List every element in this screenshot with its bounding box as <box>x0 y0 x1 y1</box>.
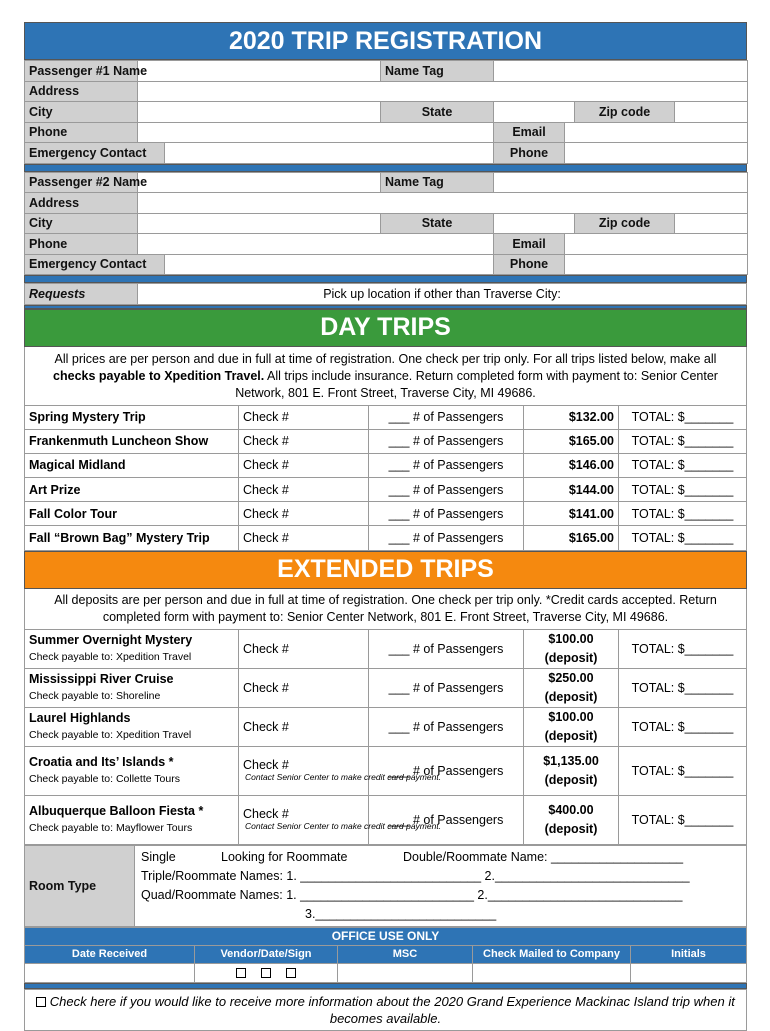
check-number-field[interactable]: Check # <box>239 478 369 502</box>
passenger1-address-field[interactable] <box>138 81 748 102</box>
trip-info <box>25 707 239 746</box>
office-col-vendor: Vendor/Date/Sign <box>195 945 338 963</box>
passenger1-address-label: Address <box>25 81 138 102</box>
passenger-count-field[interactable]: ___ # of Passengers <box>369 795 524 844</box>
office-initials-field[interactable] <box>631 963 747 982</box>
check-number-field[interactable]: Check # <box>239 526 369 550</box>
passenger1-name-field[interactable] <box>138 61 381 82</box>
date-checkbox[interactable] <box>261 968 271 978</box>
passenger1-phone-label: Phone <box>25 122 138 143</box>
trip-price: $132.00 <box>524 405 619 429</box>
passenger1-name-label: Passenger #1 Name <box>25 61 138 82</box>
passenger1-city-label: City <box>25 102 138 123</box>
passenger1-phone2-field[interactable] <box>565 143 748 164</box>
office-vendor-checkboxes <box>195 963 338 982</box>
day-trips-header: DAY TRIPS <box>24 309 747 347</box>
passenger1-nametag-field[interactable] <box>494 61 748 82</box>
deposit-label: (deposit) <box>544 728 598 743</box>
trip-name: Summer Overnight Mystery <box>29 633 193 648</box>
trip-payable: Check payable to: Collette Tours <box>29 773 180 786</box>
passenger-count-field[interactable]: ___ # of Passengers <box>369 707 524 746</box>
office-col-msc: MSC <box>338 945 473 963</box>
more-info-checkbox[interactable] <box>36 997 46 1007</box>
trip-name: Art Prize <box>25 478 239 502</box>
trip-price: $100.00 (deposit) <box>524 707 619 746</box>
office-col-check: Check Mailed to Company <box>473 945 631 963</box>
trip-total-field[interactable]: TOTAL: $_______ <box>619 478 747 502</box>
passenger-count-field[interactable]: ___ # of Passengers <box>369 629 524 668</box>
deposit-label: (deposit) <box>544 689 598 704</box>
credit-card-note: Contact Senior Center to make credit card payment. <box>245 772 442 783</box>
passenger1-state-label: State <box>381 102 494 123</box>
trip-payable: Check payable to: Shoreline <box>29 690 161 703</box>
passenger2-emergency-label: Emergency Contact <box>25 254 165 275</box>
trip-name: Croatia and Its’ Islands * <box>29 755 174 770</box>
trip-payable: Check payable to: Mayflower Tours <box>29 822 193 835</box>
vendor-checkbox[interactable] <box>236 968 246 978</box>
trip-payable: Check payable to: Xpedition Travel <box>29 651 192 664</box>
passenger1-emergency-label: Emergency Contact <box>25 143 165 164</box>
passenger1-emergency-field[interactable] <box>165 143 494 164</box>
trip-total-field[interactable]: TOTAL: $_______ <box>619 746 747 795</box>
passenger-count-field[interactable]: ___ # of Passengers <box>369 746 524 795</box>
room-options[interactable] <box>135 845 747 926</box>
check-number-field[interactable]: Check # Contact Senior Center to make credit card payment. <box>239 795 369 844</box>
passenger2-nametag-label: Name Tag <box>381 172 494 193</box>
day-trip-row <box>25 526 747 550</box>
passenger2-zip-label: Zip code <box>575 213 675 234</box>
trip-info <box>25 668 239 707</box>
trip-total-field[interactable]: TOTAL: $_______ <box>619 429 747 453</box>
passenger1-email-label: Email <box>494 122 565 143</box>
trip-name: Fall “Brown Bag” Mystery Trip <box>25 526 239 550</box>
check-number-field[interactable]: Check # <box>239 502 369 526</box>
pickup-location-label: Pick up location if other than Traverse City: <box>323 286 561 301</box>
passenger1-email-field[interactable] <box>565 122 748 143</box>
passenger2-state-field[interactable] <box>494 213 575 234</box>
day-trip-row <box>25 453 747 477</box>
trip-total-field[interactable]: TOTAL: $_______ <box>619 502 747 526</box>
trip-name: Spring Mystery Trip <box>25 405 239 429</box>
trip-name: Frankenmuth Luncheon Show <box>25 429 239 453</box>
passenger2-zip-field[interactable] <box>675 213 748 234</box>
credit-card-note: Contact Senior Center to make credit card payment. <box>245 821 442 832</box>
trip-name: Fall Color Tour <box>25 502 239 526</box>
check-number-field[interactable]: Check # <box>239 429 369 453</box>
passenger1-phone2-label: Phone <box>494 143 565 164</box>
trip-total-field[interactable]: TOTAL: $_______ <box>619 795 747 844</box>
passenger-count-field[interactable]: ___ # of Passengers <box>369 429 524 453</box>
passenger2-email-field[interactable] <box>565 234 748 255</box>
check-number-field[interactable]: Check # <box>239 405 369 429</box>
trip-name: Magical Midland <box>25 453 239 477</box>
trip-total-field[interactable]: TOTAL: $_______ <box>619 629 747 668</box>
passenger1-state-field[interactable] <box>494 102 575 123</box>
form-title: 2020 TRIP REGISTRATION <box>24 22 747 60</box>
day-trip-row <box>25 478 747 502</box>
trip-payable: Check payable to: Xpedition Travel <box>29 729 192 742</box>
passenger2-emergency-field[interactable] <box>165 254 494 275</box>
passenger-count-field[interactable]: ___ # of Passengers <box>369 502 524 526</box>
room-looking[interactable]: Looking for Roommate <box>221 849 348 864</box>
room-double[interactable]: Double/Roommate Name: ___________________ <box>403 849 684 864</box>
extended-trips-table <box>24 629 747 845</box>
passenger1-nametag-label: Name Tag <box>381 61 494 82</box>
office-date-field[interactable] <box>25 963 195 982</box>
registration-form <box>24 22 747 1031</box>
room-quad[interactable]: Quad/Roommate Names: 1. _________________________ <box>141 887 474 902</box>
check-number-field[interactable]: Check # <box>239 453 369 477</box>
passenger1-zip-field[interactable] <box>675 102 748 123</box>
passenger1-city-field[interactable] <box>138 102 381 123</box>
passenger2-address-field[interactable] <box>138 193 748 214</box>
day-trips-instructions: All prices are per person and due in full at time of registration. One check per trip only. For all trips listed below, make all checks payable to Xpedition Travel. All trips include insurance. Return completed form with payment to: Senior Center Network, 801 E. Front Street, Traverse City, MI 49686. <box>24 347 747 405</box>
passenger2-name-label: Passenger #2 Name <box>25 172 138 193</box>
trip-total-field[interactable]: TOTAL: $_______ <box>619 453 747 477</box>
extended-trip-row <box>25 707 747 746</box>
deposit-label: (deposit) <box>544 772 598 787</box>
trip-price: $141.00 <box>524 502 619 526</box>
passenger2-section <box>24 172 748 276</box>
office-msc-field[interactable] <box>338 963 473 982</box>
trip-total-field[interactable]: TOTAL: $_______ <box>619 707 747 746</box>
trip-price: $400.00 (deposit) <box>524 795 619 844</box>
passenger-count-field[interactable]: ___ # of Passengers <box>369 453 524 477</box>
office-check-field[interactable] <box>473 963 631 982</box>
passenger2-state-label: State <box>381 213 494 234</box>
extended-trip-row <box>25 795 747 844</box>
trip-total-field[interactable]: TOTAL: $_______ <box>619 405 747 429</box>
requests-label: Requests <box>25 284 138 305</box>
extended-trips-instructions: All deposits are per person and due in full at time of registration. One check per trip only. *Credit cards accepted. Return completed form with payment to: Senior Center Network, 801 E. Front Street, Traverse City, MI 49686. <box>24 589 747 629</box>
room-quad-3[interactable]: 3.__________________________ <box>305 906 497 921</box>
room-triple-2[interactable]: 2.____________________________ <box>484 868 690 883</box>
day-trip-row <box>25 405 747 429</box>
room-triple[interactable]: Triple/Roommate Names: 1. __________________________ <box>141 868 482 883</box>
section-divider <box>24 275 747 283</box>
day-trip-row <box>25 502 747 526</box>
day-trips-table <box>24 405 747 551</box>
passenger-count-field[interactable]: ___ # of Passengers <box>369 405 524 429</box>
trip-price: $1,135.00 (deposit) <box>524 746 619 795</box>
check-number-field[interactable]: Check # <box>239 668 369 707</box>
trip-name: Laurel Highlands <box>29 711 131 726</box>
passenger1-phone-field[interactable] <box>138 122 494 143</box>
check-number-field[interactable]: Check # <box>239 707 369 746</box>
room-type-label: Room Type <box>25 845 135 926</box>
passenger-count-field[interactable]: ___ # of Passengers <box>369 526 524 550</box>
passenger1-section <box>24 60 748 164</box>
day-trip-row <box>25 429 747 453</box>
trip-price: $165.00 <box>524 429 619 453</box>
passenger-count-field[interactable]: ___ # of Passengers <box>369 478 524 502</box>
section-divider <box>24 164 747 172</box>
pickup-location-field[interactable] <box>138 284 747 305</box>
trip-price: $146.00 <box>524 453 619 477</box>
room-type-section <box>24 845 747 927</box>
trip-info <box>25 629 239 668</box>
passenger-count-field[interactable]: ___ # of Passengers <box>369 668 524 707</box>
trip-info <box>25 795 239 844</box>
passenger1-zip-label: Zip code <box>575 102 675 123</box>
trip-price: $165.00 <box>524 526 619 550</box>
passenger2-phone2-label: Phone <box>494 254 565 275</box>
extended-trips-header: EXTENDED TRIPS <box>24 551 747 589</box>
sign-checkbox[interactable] <box>286 968 296 978</box>
office-col-initials: Initials <box>631 945 747 963</box>
office-use-section <box>24 927 747 983</box>
deposit-label: (deposit) <box>544 821 598 836</box>
office-use-title: OFFICE USE ONLY <box>25 927 747 945</box>
trip-info <box>25 746 239 795</box>
room-single[interactable]: Single <box>141 849 176 864</box>
room-quad-2[interactable]: 2.____________________________ <box>477 887 683 902</box>
trip-total-field[interactable]: TOTAL: $_______ <box>619 526 747 550</box>
passenger2-name-field[interactable] <box>138 172 381 193</box>
passenger2-city-label: City <box>25 213 138 234</box>
passenger2-address-label: Address <box>25 193 138 214</box>
passenger2-city-field[interactable] <box>138 213 381 234</box>
extended-trip-row <box>25 746 747 795</box>
passenger2-phone-field[interactable] <box>138 234 494 255</box>
requests-row <box>24 283 747 305</box>
office-col-date: Date Received <box>25 945 195 963</box>
passenger2-phone2-field[interactable] <box>565 254 748 275</box>
trip-price: $144.00 <box>524 478 619 502</box>
deposit-label: (deposit) <box>544 650 598 665</box>
trip-name: Mississippi River Cruise <box>29 672 174 687</box>
extended-trip-row <box>25 668 747 707</box>
trip-name: Albuquerque Balloon Fiesta * <box>29 804 204 819</box>
footer-notice <box>24 989 747 1031</box>
footer-text: Check here if you would like to receive more information about the 2020 Grand Experience Mackinac Island trip when it becomes available. <box>49 993 735 1026</box>
passenger2-phone-label: Phone <box>25 234 138 255</box>
passenger2-email-label: Email <box>494 234 565 255</box>
passenger2-nametag-field[interactable] <box>494 172 748 193</box>
check-number-field[interactable]: Check # <box>239 629 369 668</box>
trip-total-field[interactable]: TOTAL: $_______ <box>619 668 747 707</box>
check-number-field[interactable]: Check # Contact Senior Center to make credit card payment. <box>239 746 369 795</box>
extended-trip-row <box>25 629 747 668</box>
trip-price: $250.00 (deposit) <box>524 668 619 707</box>
trip-price: $100.00 (deposit) <box>524 629 619 668</box>
